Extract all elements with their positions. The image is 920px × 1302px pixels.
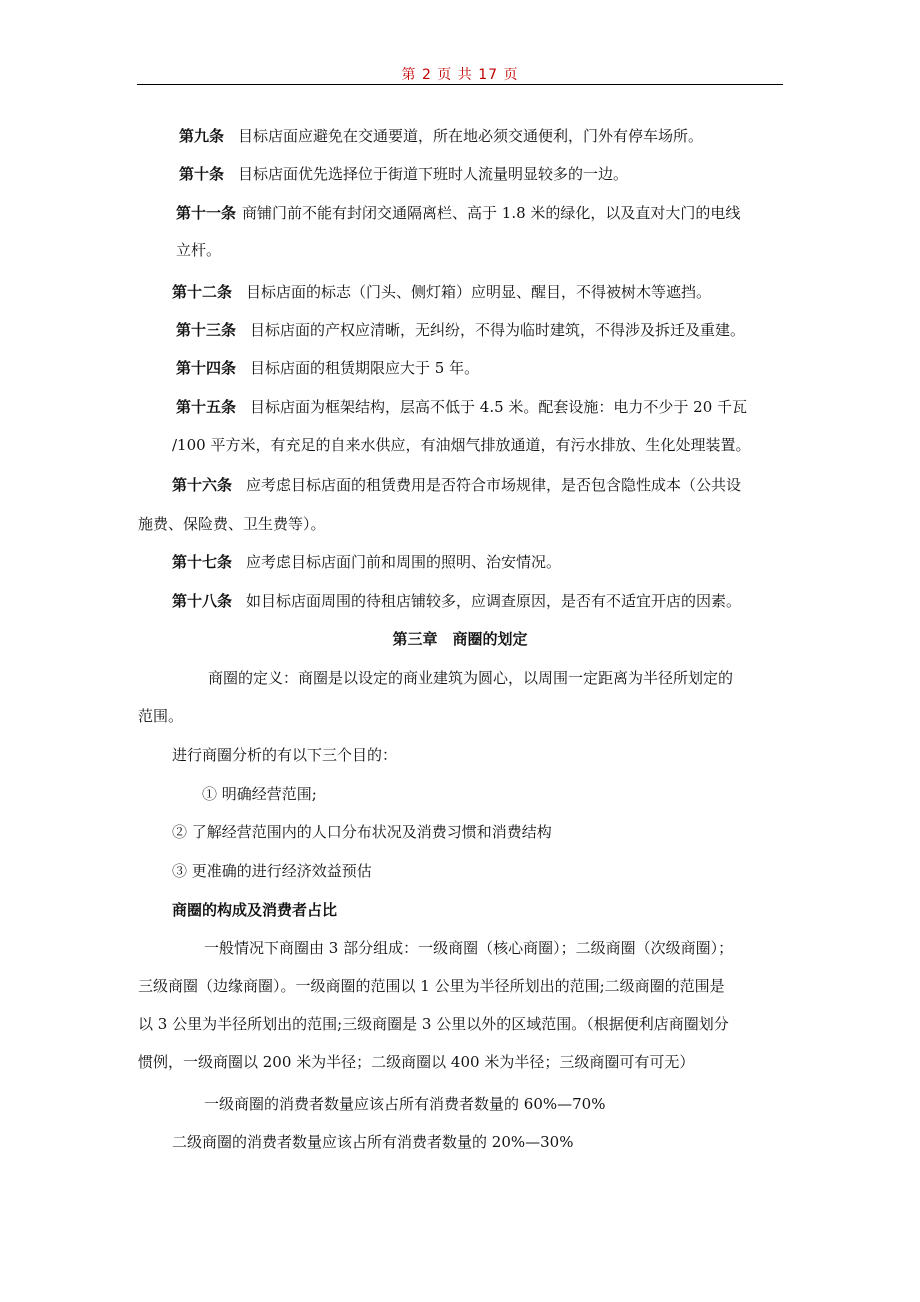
- article-text: 目标店面的标志（门头、侧灯箱）应明显、醒目，不得被树木等遮挡。: [246, 283, 712, 301]
- para-line-2: 三级商圈（边缘商圈）。一级商圈的范围以 1 公里为半径所划出的范围;二级商圈的范围是: [138, 977, 725, 995]
- article-12: [172, 282, 711, 302]
- article-number: 第十二条: [172, 283, 233, 301]
- article-number: 第十条: [179, 165, 225, 183]
- purpose-item-1: ① 明确经营范围;: [202, 785, 317, 803]
- article-11-continuation: 立杆。: [176, 241, 222, 259]
- article-14: [176, 358, 479, 378]
- article-text: 目标店面优先选择位于街道下班时人流量明显较多的一边。: [238, 165, 629, 183]
- article-text: 商铺门前不能有封闭交通隔离栏、高于 1.8 米的绿化，以及直对大门的电线: [242, 204, 741, 222]
- article-number: 第十八条: [172, 592, 233, 610]
- para-line-1: 一般情况下商圈由 3 部分组成：一级商圈（核心商圈）；二级商圈（次级商圈）；: [204, 939, 734, 957]
- article-15: [176, 397, 747, 417]
- purpose-item-2: ② 了解经营范围内的人口分布状况及消费习惯和消费结构: [172, 823, 552, 841]
- article-15-continuation: /100 平方米，有充足的自来水供应，有油烟气排放通道，有污水排放、生化处理装置。: [172, 436, 751, 454]
- article-number: 第十七条: [172, 553, 233, 571]
- article-number: 第十四条: [176, 359, 237, 377]
- article-text: 目标店面的租赁期限应大于 5 年。: [250, 359, 480, 377]
- article-16: [172, 475, 741, 495]
- article-number: 第十三条: [176, 321, 237, 339]
- section-title: 商圈的构成及消费者占比: [172, 901, 338, 919]
- article-text: 如目标店面周围的待租店铺较多，应调查原因，是否有不适宜开店的因素。: [246, 592, 742, 610]
- header-divider: [137, 84, 783, 85]
- article-16-continuation: 施费、保险费、卫生费等）。: [138, 515, 326, 533]
- para-line-3: 以 3 公里为半径所划出的范围;三级商圈是 3 公里以外的区域范围。（根据便利店商圈划分: [138, 1015, 729, 1033]
- share-line-2: 二级商圈的消费者数量应该占所有消费者数量的 20%—30%: [172, 1133, 574, 1151]
- article-13: [176, 320, 745, 340]
- article-9: [179, 126, 703, 146]
- article-18: [172, 591, 741, 611]
- article-11: [176, 203, 740, 223]
- definition-line-2: 范围。: [138, 707, 184, 725]
- definition-line-1: 商圈的定义：商圈是以设定的商业建筑为圆心，以周围一定距离为半径所划定的: [208, 669, 734, 687]
- article-number: 第十五条: [176, 398, 237, 416]
- article-10: [179, 164, 628, 184]
- chapter-title: 第三章 商圈的划定: [392, 630, 528, 648]
- share-line-1: 一级商圈的消费者数量应该占所有消费者数量的 60%—70%: [204, 1095, 606, 1113]
- article-number: 第十一条: [176, 204, 237, 222]
- article-text: 应考虑目标店面的租赁费用是否符合市场规律，是否包含隐性成本（公共设: [246, 476, 742, 494]
- article-text: 目标店面应避免在交通要道，所在地必须交通便利，门外有停车场所。: [238, 127, 704, 145]
- purpose-item-3: ③ 更准确的进行经济效益预估: [172, 862, 372, 880]
- purpose-intro: 进行商圈分析的有以下三个目的：: [172, 746, 398, 764]
- page-indicator: 第 2 页 共 17 页: [401, 67, 519, 83]
- article-text: 目标店面为框架结构，层高不低于 4.5 米。配套设施：电力不少于 20 千瓦: [250, 398, 748, 416]
- article-text: 应考虑目标店面门前和周围的照明、治安情况。: [246, 553, 562, 571]
- article-number: 第十六条: [172, 476, 233, 494]
- article-text: 目标店面的产权应清晰，无纠纷，不得为临时建筑，不得涉及拆迁及重建。: [250, 321, 746, 339]
- para-line-4: 惯例，一级商圈以 200 米为半径；二级商圈以 400 米为半径；三级商圈可有可无）: [138, 1053, 695, 1071]
- article-number: 第九条: [179, 127, 225, 145]
- article-17: [172, 552, 561, 572]
